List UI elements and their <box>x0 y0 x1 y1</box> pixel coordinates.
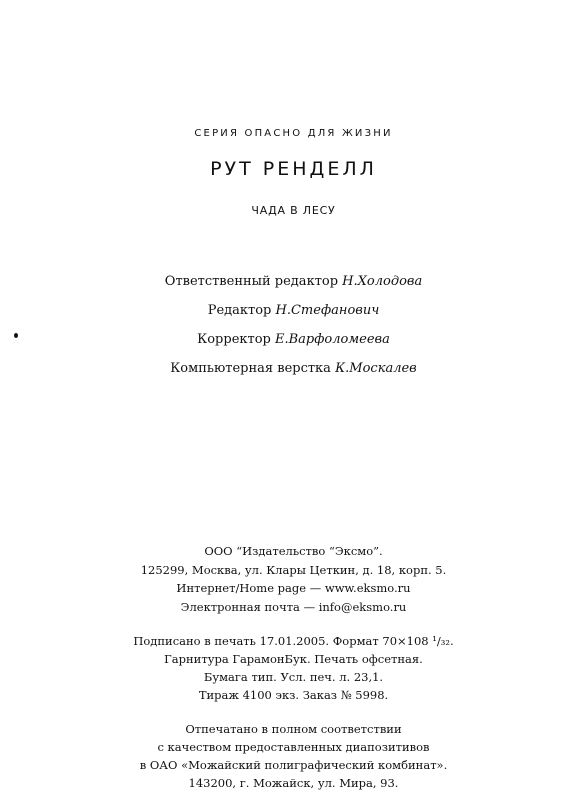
credit-role: Компьютерная верстка <box>170 361 331 376</box>
credit-line-layout <box>0 361 587 376</box>
printer-name: в ОАО «Можайский полиграфический комбинат». <box>139 758 448 772</box>
printer-quality: с качеством предоставленных диапозитивов <box>157 740 430 754</box>
credit-role: Корректор <box>197 332 271 347</box>
print-paper: Бумага тип. Усл. печ. л. 23,1. <box>203 670 384 684</box>
print-run: Тираж 4100 экз. Заказ № 5998. <box>198 688 389 702</box>
book-title: ЧАДА В ЛЕСУ <box>251 204 336 217</box>
credit-name: К.Москалев <box>335 361 417 376</box>
printer-address: 143200, г. Можайск, ул. Мира, 93. <box>188 776 399 790</box>
publisher-name: ООО “Издательство “Эксмо”. <box>204 544 383 558</box>
publisher-address: 125299, Москва, ул. Клары Цеткин, д. 18, корп. 5. <box>140 563 447 577</box>
publisher-email: Электронная почта — info@eksmo.ru <box>180 600 407 614</box>
series-name: СЕРИЯ ОПАСНО ДЛЯ ЖИЗНИ <box>194 128 393 139</box>
credit-line-proofreader <box>0 332 587 347</box>
publisher-website: Интернет/Home page — www.eksmo.ru <box>176 581 411 595</box>
credit-name: Н.Стефанович <box>275 303 380 318</box>
printer-note: Отпечатано в полном соответствии <box>185 722 402 736</box>
author-name: РУТ РЕНДЕЛЛ <box>210 158 377 180</box>
print-typeface: Гарнитура ГарамонБук. Печать офсетная. <box>164 652 423 666</box>
credit-name: Е.Варфоломеева <box>275 332 390 347</box>
credit-line-editor-in-charge <box>0 274 587 289</box>
credit-role: Редактор <box>207 303 272 318</box>
credit-name: Н.Холодова <box>342 274 423 289</box>
credit-role: Ответственный редактор <box>164 274 339 289</box>
print-signed-date: Подписано в печать 17.01.2005. Формат 70×108 ¹/₃₂. <box>133 634 454 648</box>
credit-line-editor <box>0 303 587 318</box>
